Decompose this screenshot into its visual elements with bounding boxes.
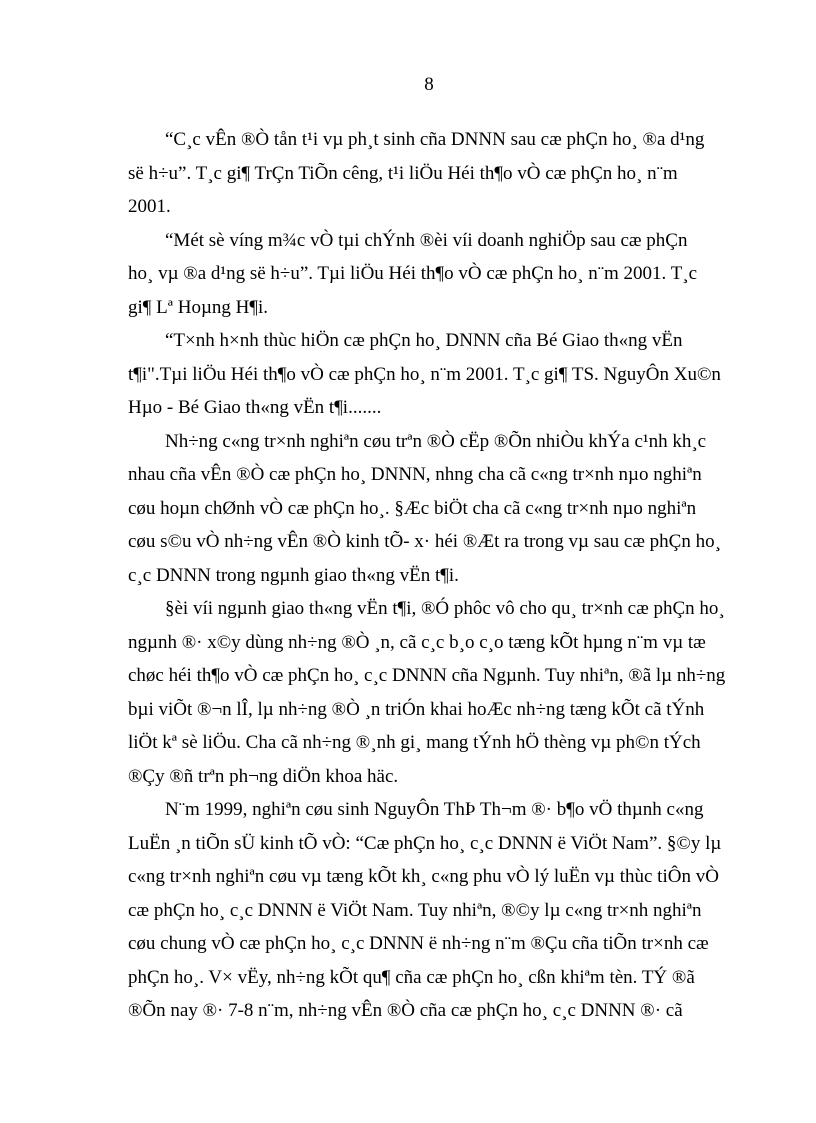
paragraph-reference-3: “T×nh h×nh thùc hiÖn cæ phÇn ho¸ DNNN cña Bé Giao th«ng vËn t¶i".Tµi liÖu Héi th¶o vÒ cæ phÇn ho¸ n¨m 2001. T¸c gi¶ TS. NguyÔn Xu©n Hµo - Bé Giao th«ng vËn t¶i....... (128, 330, 721, 418)
paragraph-transport-sector: §èi víi ngµnh giao th«ng vËn t¶i, ®Ó phôc vô cho qu¸ tr×nh cæ phÇn ho¸ ngµnh ®· x©y dùng nh÷ng ®Ò ¸n, cã c¸c b¸o c¸o tæng kÕt hµng n¨m vµ tæ chøc héi th¶o vÒ cæ phÇn ho¸ c¸c DNNN cña Ngµnh. Tuy nhiªn, ®ã lµ nh÷ng bµi viÕt ®¬n lÎ, lµ nh÷ng ®Ò ¸n triÓn khai hoÆc nh÷ng tæng kÕt cã tÝnh liÖt kª sè liÖu. Cha cã nh÷ng ®¸nh gi¸ mang tÝnh hÖ thèng vµ ph©n tÝch ®Çy ®ñ trªn ph¬ng diÖn khoa häc. (128, 598, 726, 787)
paragraph-dissertation: N¨m 1999, nghiªn cøu sinh NguyÔn ThÞ Th¬m ®· b¶o vÖ thµnh c«ng LuËn ¸n tiÕn sÜ kinh tÕ vÒ: “Cæ phÇn ho¸ c¸c DNNN ë ViÖt Nam”. §©y lµ c«ng tr×nh nghiªn cøu vµ tæng kÕt kh¸ c«ng phu vÒ lý luËn vµ thùc tiÔn vÒ cæ phÇn ho¸ c¸c DNNN ë ViÖt Nam. Tuy nhiªn, ®©y lµ c«ng tr×nh nghiªn cøu chung vÒ cæ phÇn ho¸ c¸c DNNN ë nh÷ng n¨m ®Çu cña tiÕn tr×nh cæ phÇn ho¸. V× vËy, nh÷ng kÕt qu¶ cña cæ phÇn ho¸ cßn khiªm tèn. TÝ ®ã ®Õn nay ®· 7-8 n¨m, nh÷ng vÊn ®Ò cña cæ phÇn ho¸ c¸c DNNN ®· cã (128, 799, 722, 1021)
page-number: 8 (424, 74, 434, 95)
paragraph-review-summary: Nh÷ng c«ng tr×nh nghiªn cøu trªn ®Ò cËp ®Õn nhiÒu khÝa c¹nh kh¸c nhau cña vÊn ®Ò cæ phÇn ho¸ DNNN, nhng cha cã c«ng tr×nh nµo nghiªn cøu hoµn chØnh vÒ cæ phÇn ho¸. §Æc biÖt cha cã c«ng tr×nh nµo nghiªn cøu s©u vÒ nh÷ng vÊn ®Ò kinh tÕ- x· héi ®Æt ra trong vµ sau cæ phÇn ho¸ c¸c DNNN trong ngµnh giao th«ng vËn t¶i. (128, 430, 721, 586)
paragraph-reference-1: “C¸c vÊn ®Ò tån t¹i vµ ph¸t sinh cña DNNN sau cæ phÇn ho¸ ®a d¹ng së h÷u”. T¸c gi¶ TrÇn TiÕn cêng, t¹i liÖu Héi th¶o vÒ cæ phÇn ho¸ n¨m 2001. (128, 129, 705, 217)
body-text (128, 123, 732, 1028)
paragraph-reference-2: “Mét sè víng m¾c vÒ tµi chÝnh ®èi víi doanh nghiÖp sau cæ phÇn ho¸ vµ ®a d¹ng së h÷u”. Tµi liÖu Héi th¶o vÒ cæ phÇn ho¸ n¨m 2001. T¸c gi¶ Lª Hoµng H¶i. (128, 229, 698, 318)
